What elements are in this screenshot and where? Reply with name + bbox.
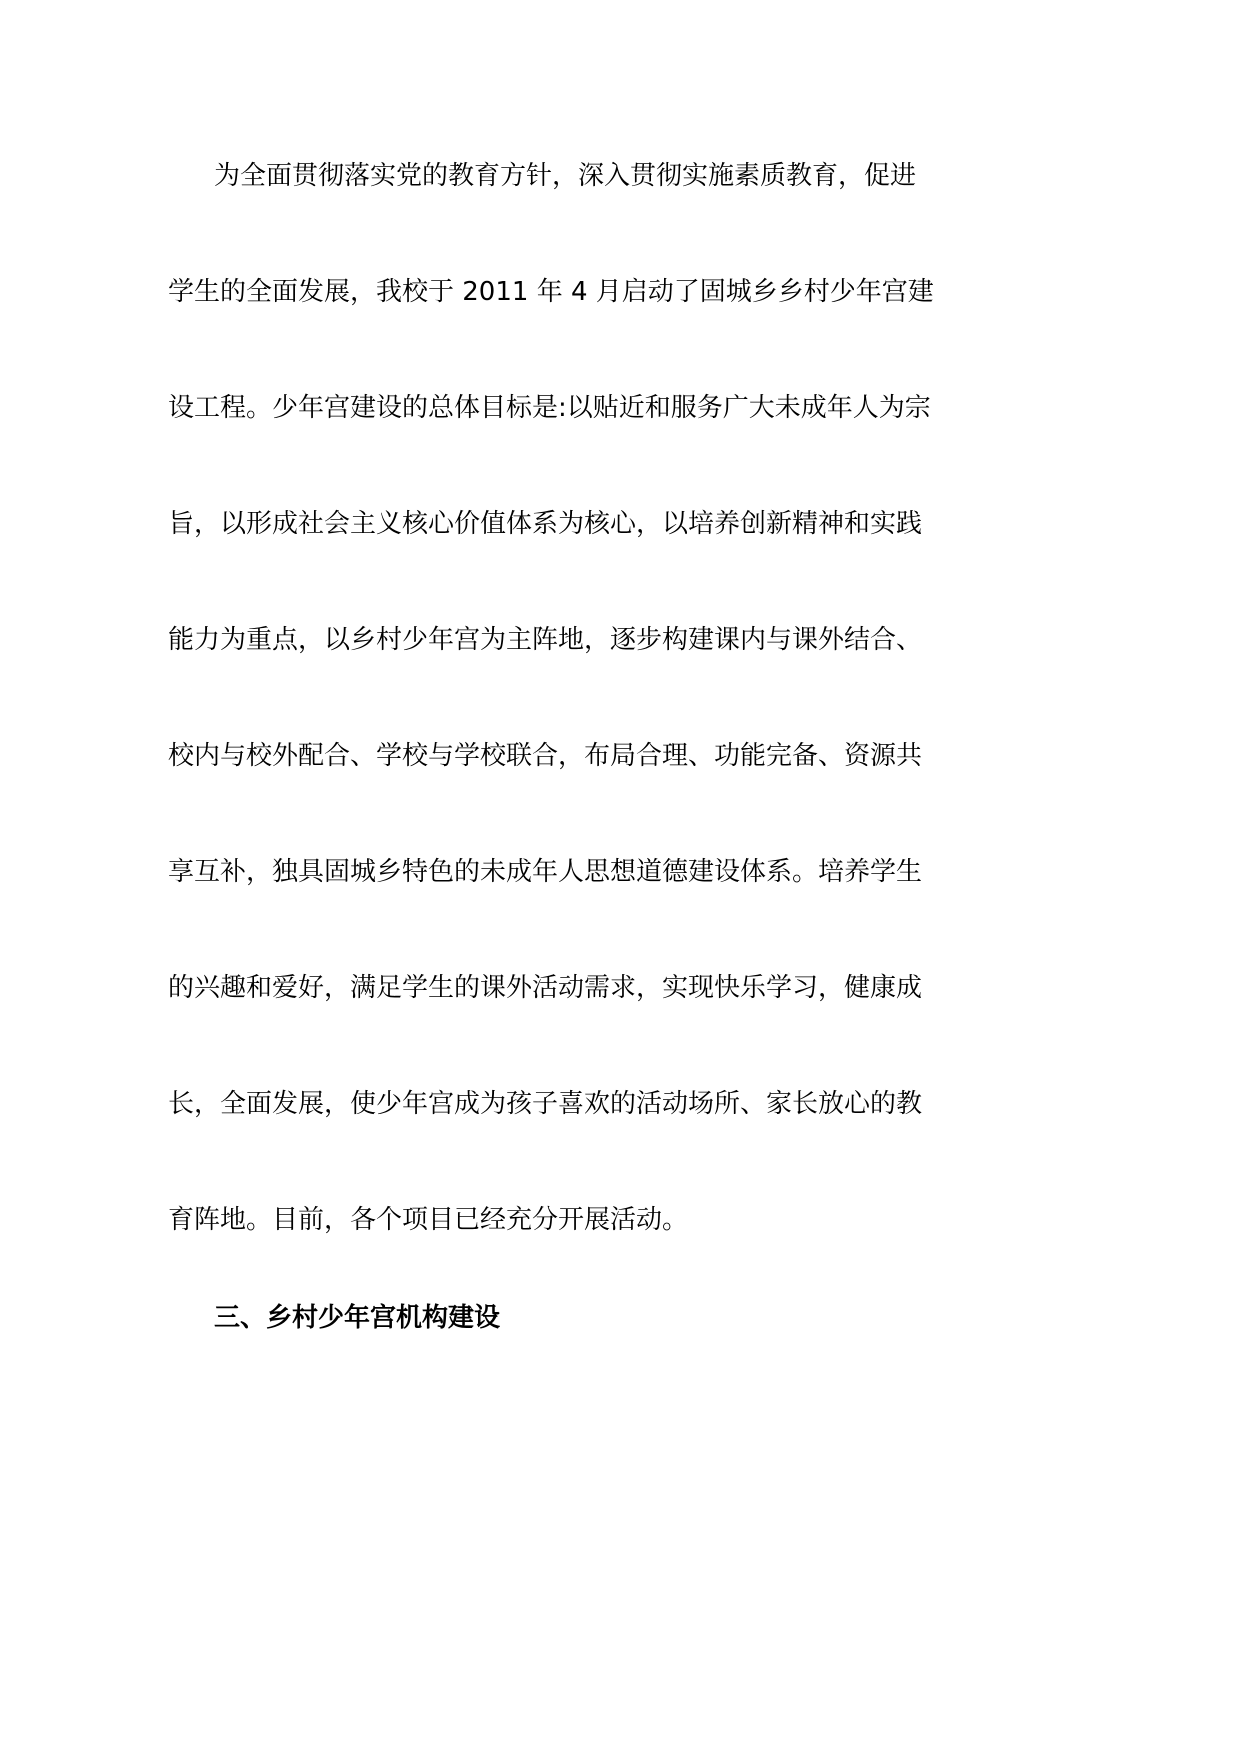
paragraph-line: 享互补，独具固城乡特色的未成年人思想道德建设体系。培养学生 — [168, 857, 923, 887]
paragraph-line: 旨，以形成社会主义核心价值体系为核心，以培养创新精神和实践 — [168, 509, 923, 539]
paragraph-line: 的兴趣和爱好，满足学生的课外活动需求，实现快乐学习，健康成 — [168, 973, 923, 1003]
paragraph-line: 育阵地。目前，各个项目已经充分开展活动。 — [168, 1205, 689, 1235]
paragraph-line: 能力为重点，以乡村少年宫为主阵地，逐步构建课内与课外结合、 — [168, 625, 923, 655]
paragraph-line: 学生的全面发展，我校于 2011 年 4 月启动了固城乡乡村少年宫建 — [168, 277, 934, 307]
paragraph-line: 长，全面发展，使少年宫成为孩子喜欢的活动场所、家长放心的教 — [168, 1089, 923, 1119]
paragraph-line: 校内与校外配合、学校与学校联合，布局合理、功能完备、资源共 — [168, 741, 923, 771]
section-heading: 三、乡村少年宫机构建设 — [214, 1303, 501, 1333]
paragraph-line: 设工程。少年宫建设的总体目标是:以贴近和服务广大未成年人为宗 — [168, 393, 931, 423]
paragraph-line: 为全面贯彻落实党的教育方针，深入贯彻实施素质教育，促进 — [214, 161, 917, 191]
